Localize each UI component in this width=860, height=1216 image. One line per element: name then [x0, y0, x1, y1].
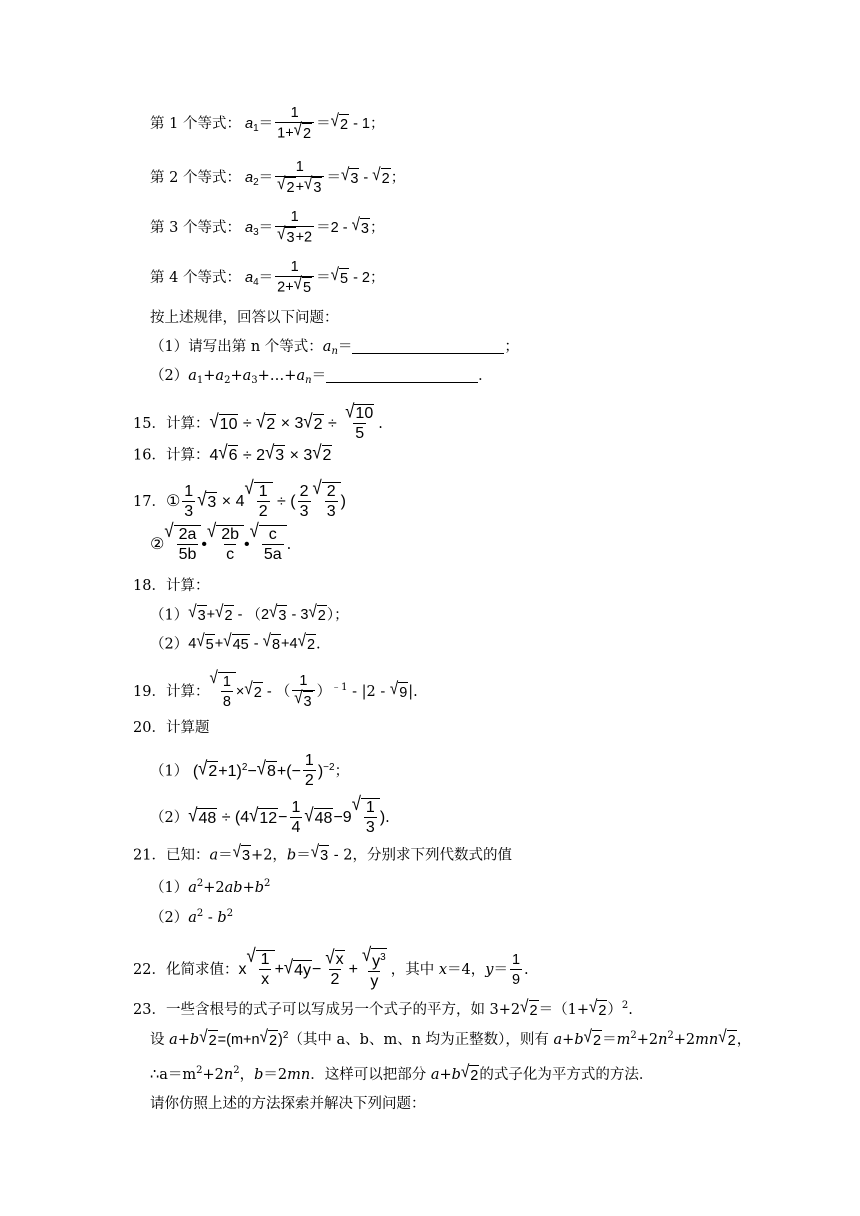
question-17-label: 17．	[133, 494, 166, 511]
question-21: 21．已知：a＝ √ 3 +2，b＝ √ 3 - 2，分别求下列代数式的值	[133, 842, 512, 864]
equation-1: 第 1 个等式： $a_1=$ 1 1+ √ 2 ＝ √ 2 - 1；	[150, 105, 385, 142]
question-14-prompt: 按上述规律，回答以下问题：	[150, 310, 339, 326]
question-16-label: 16．计算：	[133, 447, 210, 464]
question-19-label: 19．计算：	[133, 684, 210, 700]
question-23-text-1: 23．一些含根号的式子可以写成另一个式子的平方，如 3+2	[133, 1002, 521, 1018]
question-23-line-1: 23．一些含根号的式子可以写成另一个式子的平方，如 3+2 √ 2 ＝（1+ √ 2 ）$^2$.	[133, 996, 633, 1019]
question-21-part-1: $(1)a^2+2ab+b^2$	[150, 878, 271, 896]
question-22: 22．化简求值：x √ $\frac{1}{x}$ + √ 4y − √ x 2 + √ $y^3$ y ，其中 x＝4，y＝ $\frac{1}{9}$ .	[133, 943, 529, 990]
part-2-text: （2）	[150, 368, 189, 384]
equation-3: 第 3 个等式： $a_3=$ 1 √ 3 +2 ＝2 - √ 3 ；	[150, 209, 385, 246]
equation-4-label: 第 4 个等式：	[150, 269, 241, 286]
question-14-part-2: $(2)a_1+a_2+a_3+\dots+a_n=$ ．	[150, 368, 493, 386]
answer-blank-1[interactable]	[352, 339, 504, 354]
part-1-text: （1）请写出第 n 个等式：	[150, 339, 323, 355]
question-23-line-2: 设 a+b √ 2 =(m+n √ 2 )$^2$（其中 a、b、m、n 均为正整数），则有 a+b √ 2 $=m^2+2n^2+2mn$ √ 2 ，	[150, 1026, 752, 1049]
question-23-text-3a: ∴a＝m	[150, 1067, 197, 1083]
question-23-text-3b: ．这样可以把部分	[310, 1067, 431, 1083]
equation-2-label: 第 2 个等式：	[150, 169, 241, 186]
equation-1-label: 第 1 个等式：	[150, 115, 241, 132]
equation-2: 第 2 个等式： $a_2=$ 1 √ 2 + √ 3 ＝ √ 3 - √ 2 ；	[150, 159, 406, 196]
question-23-line-4: 请你仿照上述的方法探索并解决下列问题：	[150, 1096, 426, 1112]
question-15: 15．计算： √ 10 ÷ √ 2 × 3 √ 2 ÷ √ 10 5 .	[133, 400, 383, 442]
question-22-label: 22．化简求值：	[133, 962, 239, 979]
question-23-line-3: $\therefore a=m^2+2n^2$，b＝2mn．这样可以把部分 a+b √ 2 的式子化为平方式的方法．	[150, 1061, 654, 1084]
question-23-text-2a: 设	[150, 1032, 170, 1048]
question-17-part-2: ② √ $\frac{2a}{5b}$ • √ $\frac{2b}{c}$ • √ $\frac{c}{5a}$ .	[150, 519, 292, 563]
question-20-label: 20．计算题	[133, 720, 210, 736]
answer-blank-2[interactable]	[326, 368, 478, 383]
question-15-label: 15．计算：	[133, 416, 210, 433]
question-22-mid: ，其中	[390, 962, 435, 979]
question-17-part-1: 17．① $\frac{1}{3}$ √ 3 × 4 √ $\frac{1}{2}$ ÷ ( $\frac{2}{3}$ √ $\frac{2}{3}$ )	[133, 476, 346, 520]
question-18-part-2: （2）4 √ 5 + √ 45 - √ 8 +4 √ 2 .	[150, 631, 321, 653]
question-19: 19．计算： √ $\frac{1}{8}$ × √ 2 - （ 1 √ 3 ）$^{﹣1}$ - |2 - √ 9 |.	[133, 668, 418, 711]
question-23-text-2b: （其中 a、b、m、n 均为正整数），则有	[288, 1032, 554, 1048]
question-16: 16．计算：4 √ 6 ÷ 2 √ 3 × 3 √ 2	[133, 441, 332, 464]
question-20-part-2: （2） √ 48 ÷ (4 √ 12 − $\frac{1}{4}$ √ 48 −9 √ $\frac{1}{3}$ ).	[150, 792, 390, 836]
equation-4: 第 4 个等式： $a_4=$ 1 2+ √ 5 ＝ √ 5 - 2；	[150, 259, 385, 296]
question-18-part-1: （1） √ 3 + √ 2 - （2 √ 3 - 3 √ 2 ）；	[150, 602, 349, 624]
question-21-part-2: $(2)a^2 - b^2$	[150, 908, 234, 926]
fraction: 1 1+ √ 2	[275, 104, 314, 144]
question-21-label: 21．已知：	[133, 847, 210, 864]
question-20-part-1: （1） ( √ 2 +1)$^2$− √ 8 +(− $\frac{1}{2}$ )$^{-2}$；	[150, 752, 350, 789]
question-14-part-1: （1）请写出第 n 个等式：$a_n=$ ；	[150, 339, 519, 357]
equation-3-label: 第 3 个等式：	[150, 219, 241, 236]
question-18-label: 18．计算：	[133, 578, 210, 594]
question-21-tail: ，分别求下列代数式的值	[352, 847, 512, 864]
question-23-text-3c: 的式子化为平方式的方法．	[479, 1067, 654, 1083]
